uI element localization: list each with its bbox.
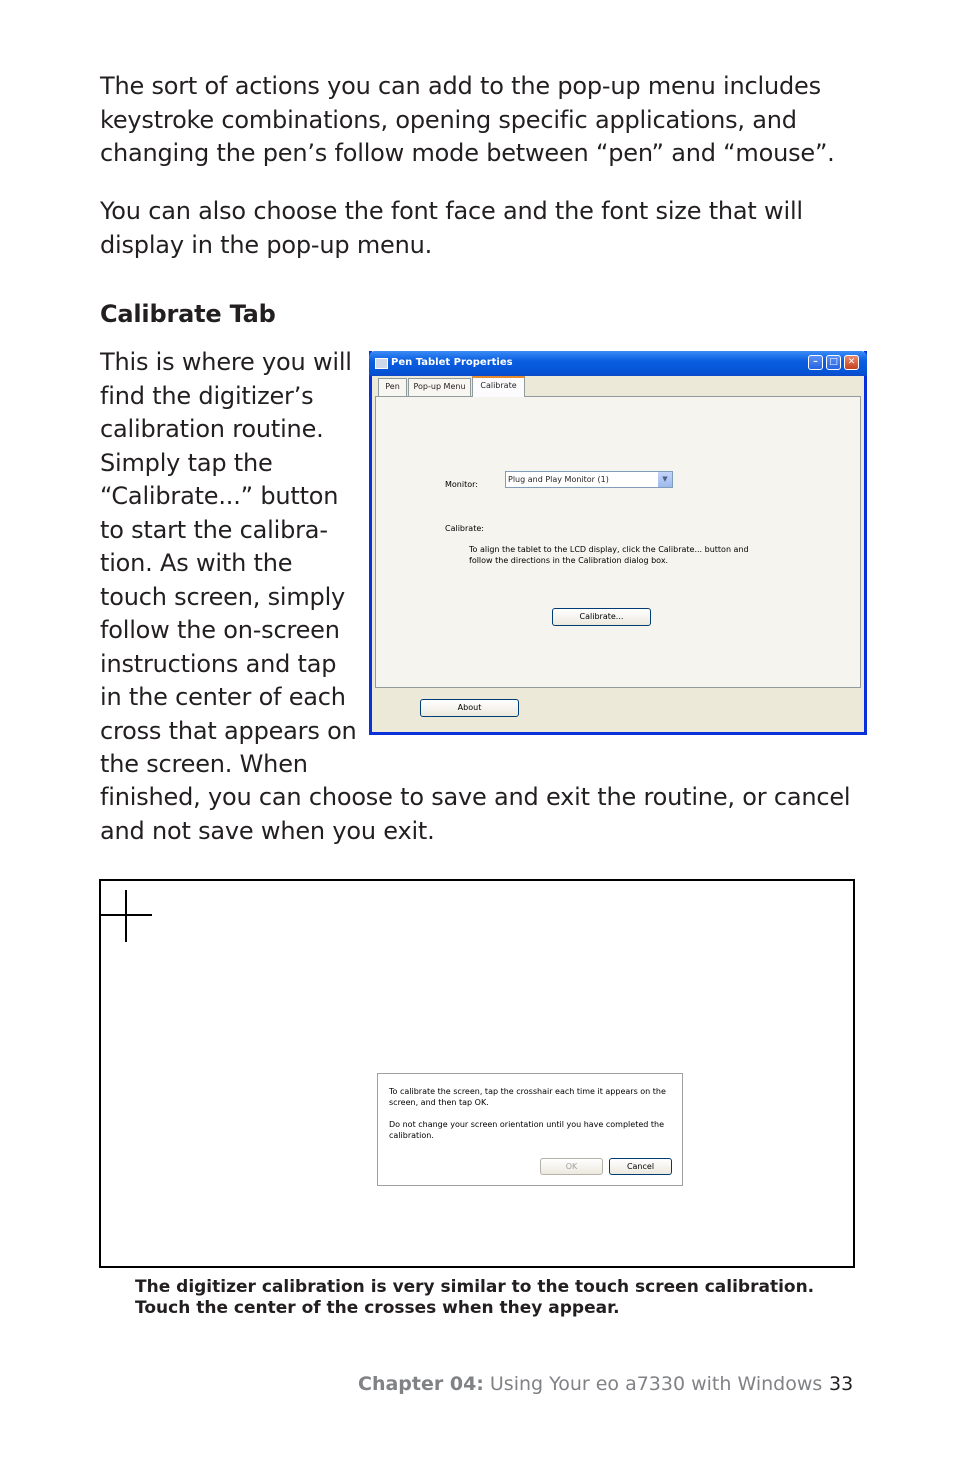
body-paragraph-calibrate-intro: This is where you will find the digitizer’s calibration routine. Simply tap the “Calibrate...” button to start the calibra- tion. As with the touch screen, simply follow the on-screen instructions and tap in the center of each cross that appears on the screen. When	[100, 348, 357, 778]
window-title: Pen Tablet Properties	[391, 357, 513, 368]
dialog-warning-text: Do not change your screen orientation until you have completed the calibration.	[389, 1120, 664, 1140]
calibrate-description: To align the tablet to the LCD display, click the Calibrate... button and follow the directions in the Calibration dialog box.	[469, 545, 749, 565]
tab-popup-menu[interactable]: Pop-up Menu	[408, 378, 471, 396]
cancel-button[interactable]: Cancel	[609, 1158, 672, 1175]
window-app-icon	[375, 358, 388, 369]
tab-pen[interactable]: Pen	[378, 378, 407, 396]
page-number: 33	[829, 1373, 854, 1395]
maximize-button[interactable]: □	[826, 355, 841, 370]
close-button[interactable]: ✕	[844, 355, 859, 370]
body-paragraph-calibrate-finish: finished, you can choose to save and exit the routine, or cancel and not save when you exit.	[100, 783, 851, 845]
section-heading: Calibrate Tab	[100, 300, 276, 328]
monitor-select[interactable]	[505, 471, 673, 488]
calibrate-label: Calibrate:	[445, 524, 484, 533]
pen-tablet-properties-window	[369, 351, 867, 735]
body-paragraph-font-options: You can also choose the font face and the font size that will display in the pop-up menu.	[100, 197, 803, 259]
calibrate-button[interactable]: Calibrate...	[552, 608, 651, 626]
body-paragraph-popup-actions: The sort of actions you can add to the pop-up menu includes keystroke combinations, opening specific applications, and changing the pen’s follow mode between “pen” and “mouse”.	[100, 72, 835, 167]
minimize-button[interactable]: –	[808, 355, 823, 370]
monitor-select-value: Plug and Play Monitor (1)	[508, 475, 609, 484]
ok-button[interactable]: OK	[540, 1158, 603, 1175]
footer-title: Using Your eo a7330 with Windows	[489, 1373, 823, 1395]
window-titlebar[interactable]	[369, 351, 867, 376]
chevron-down-icon[interactable]: ▼	[658, 472, 672, 487]
monitor-label: Monitor:	[445, 480, 478, 489]
about-button[interactable]: About	[420, 699, 519, 717]
crosshair-icon-vertical[interactable]	[125, 890, 127, 942]
dialog-instruction-text: To calibrate the screen, tap the crosshair each time it appears on the screen, and then tap OK.	[389, 1087, 666, 1107]
tab-calibrate[interactable]: Calibrate	[472, 376, 525, 397]
calibration-screen	[99, 879, 855, 1268]
page-footer	[358, 1373, 822, 1395]
calibrate-tab-panel	[375, 396, 861, 688]
footer-chapter: Chapter 04:	[358, 1373, 484, 1395]
calibration-dialog	[377, 1073, 683, 1186]
figure-caption: The digitizer calibration is very similar to the touch screen calibration. Touch the center of the crosses when they appear.	[135, 1277, 815, 1318]
